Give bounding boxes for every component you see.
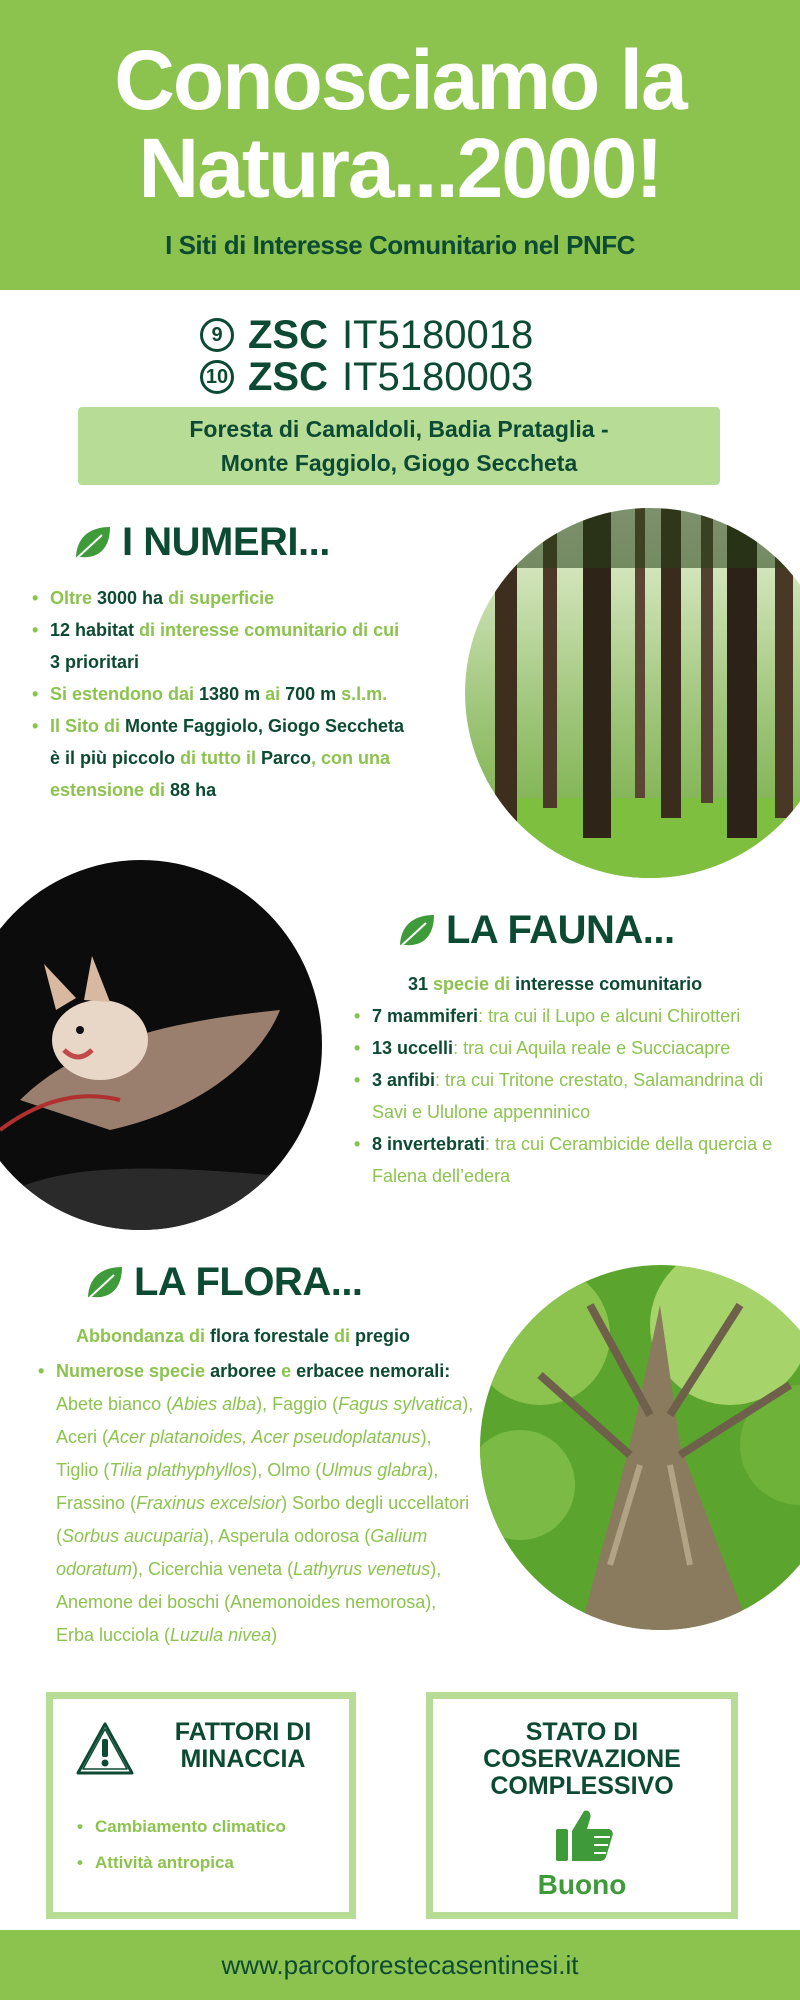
numeri-list: [28, 582, 448, 806]
list-item: • 8 invertebrati: tra cui Cerambicide della quercia e Falena dell’edera: [350, 1128, 798, 1192]
threats-list: [73, 1809, 343, 1881]
fauna-list: [350, 1000, 798, 1192]
site-number-badge: 10: [200, 360, 234, 394]
list-item: • Oltre 3000 ha di superficie: [28, 582, 448, 614]
site-type-label: ZSC: [248, 354, 328, 399]
bat-illustration: [0, 860, 322, 1230]
site-code-10: [200, 354, 700, 400]
flora-title: [84, 1260, 363, 1305]
list-item: • Si estendono dai 1380 m ai 700 m s.l.m.: [28, 678, 448, 710]
leaf-icon: [396, 911, 436, 951]
list-item: • Numerose specie arboree e erbacee nemorali: Abete bianco (Abies alba), Faggio (Fagus sylvatica), Aceri (Acer platanoides, Acer pseudoplatanus), Tiglio (Tilia plathyphyllos), Olmo (Ulmus glabra), Frassino (Fraxinus excelsior) Sorbo degli uccellatori (Sorbus aucuparia), Asperula odorosa (Galium odoratum), Cicerchia veneta (Lathyrus venetus), Anemone dei boschi (Anemonoides nemorosa), Erba lucciola (Luzula nivea): [34, 1355, 474, 1652]
footer-banner: [0, 1930, 800, 2000]
threats-box: [46, 1692, 356, 1919]
list-item: • 7 mammiferi: tra cui il Lupo e alcuni Chirotteri: [350, 1000, 798, 1032]
site-code: IT5180018: [342, 312, 534, 357]
forest-illustration: [465, 508, 800, 878]
flora-intro: Abbondanza di flora forestale di pregio: [76, 1326, 411, 1346]
numeri-title-text: I NUMERI...: [122, 520, 330, 564]
page-subtitle: I Siti di Interesse Comunitario nel PNFC: [165, 230, 635, 260]
fauna-title: [396, 908, 675, 953]
website-link[interactable]: www.parcoforestecasentinesi.it: [221, 1949, 579, 1980]
tree-photo: [480, 1265, 800, 1630]
warning-icon: [75, 1721, 135, 1777]
threats-title: FATTORI DI MINACCIA: [174, 1718, 312, 1773]
status-value: Buono: [537, 1869, 627, 1900]
site-name-box: [78, 407, 720, 485]
site-name-line-2: Monte Faggiolo, Giogo Seccheta: [220, 450, 578, 476]
list-item: • Attività antropica: [73, 1845, 343, 1881]
flora-title-text: LA FLORA...: [134, 1260, 363, 1304]
tree-illustration: [480, 1265, 800, 1630]
site-code: IT5180003: [342, 354, 534, 399]
site-type-label: ZSC: [248, 312, 328, 357]
leaf-icon: [84, 1263, 124, 1303]
site-number-badge: 9: [200, 318, 234, 352]
bat-photo: [0, 860, 322, 1230]
site-name-line-1: Foresta di Camaldoli, Badia Prataglia -: [189, 416, 609, 442]
site-code-9: [200, 312, 700, 358]
title-line-1: Conosciamo la: [114, 33, 686, 127]
fauna-intro: 31 specie di interesse comunitario: [408, 974, 703, 994]
list-item: • 12 habitat di interesse comunitario di cui 3 prioritari: [28, 614, 448, 678]
leaf-icon: [72, 523, 112, 563]
list-item: • 13 uccelli: tra cui Aquila reale e Succiacapre: [350, 1032, 798, 1064]
thumbs-up-icon: [554, 1807, 614, 1863]
list-item: • 3 anfibi: tra cui Tritone crestato, Salamandrina di Savi e Ululone appenninico: [350, 1064, 798, 1128]
fauna-title-text: LA FAUNA...: [446, 908, 675, 952]
status-box: [426, 1692, 738, 1919]
numeri-title: [72, 520, 330, 565]
title-line-2: Natura...2000!: [138, 121, 662, 215]
status-title: STATO DI COSERVAZIONE COMPLESSIVO: [483, 1718, 681, 1800]
forest-photo: [465, 508, 800, 878]
list-item: • Il Sito di Monte Faggiolo, Giogo Seccheta è il più piccolo di tutto il Parco, con una estensione di 88 ha: [28, 710, 448, 806]
page-title: [0, 33, 800, 215]
flora-list: [34, 1355, 474, 1652]
list-item: • Cambiamento climatico: [73, 1809, 343, 1845]
